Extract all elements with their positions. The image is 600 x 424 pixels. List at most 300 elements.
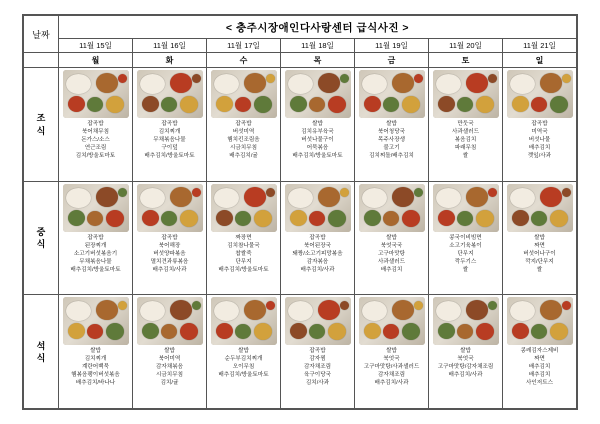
meal-cell-dinner-fri	[355, 295, 429, 409]
tray-dish-2	[512, 210, 529, 226]
tray-dish-3	[457, 324, 473, 339]
menu-item-line: 파래무침	[454, 145, 477, 152]
menu-table-body	[24, 16, 577, 409]
menu-item-line: 멸치견과류볶음	[150, 258, 189, 265]
tray-dish-2	[364, 210, 381, 226]
tray-dish-1	[318, 73, 340, 93]
tray-photo-lunch-mon	[63, 184, 129, 232]
menu-item-line: 북어해장	[158, 242, 181, 249]
tray-dish-5	[266, 74, 275, 83]
menu-item-line: 쌀	[462, 266, 469, 273]
menu-item-line: 버섯양파볶음	[153, 250, 186, 257]
tray-dish-2	[290, 96, 307, 112]
tray-dish-4	[180, 210, 198, 227]
tray-photo-lunch-fri	[359, 184, 425, 232]
tray-dish-3	[309, 211, 325, 226]
tray-dish-5	[192, 301, 201, 310]
tray-dish-1	[96, 73, 118, 93]
menu-item-line: 배추김치/방울토마토	[70, 266, 121, 273]
menu-item-line: 소고기육볶이	[449, 242, 482, 249]
menu-item-line: 육구이당국	[303, 372, 332, 379]
menu-item-line: 무채볶음나물	[153, 137, 186, 144]
tray-photo-breakfast-sat	[433, 70, 499, 118]
menu-item-line: 김치유부육국	[301, 129, 334, 136]
meal-cell-dinner-sat	[429, 295, 503, 409]
menu-item-line: 고구마맛탕/감자채조림	[437, 364, 494, 371]
dayofweek-4: 금	[355, 53, 429, 68]
menu-item-line: 깻잎/사과	[527, 152, 552, 159]
tray-dish-5	[414, 74, 423, 83]
tray-dish-5	[340, 301, 349, 310]
menu-items-lunch-thu	[281, 235, 354, 275]
tray-photo-dinner-sat	[433, 297, 499, 345]
tray-dish-3	[161, 211, 177, 226]
tray-dish-4	[328, 96, 346, 113]
tray-dish-2	[216, 323, 233, 339]
menu-item-line: 오이무침	[232, 364, 255, 371]
meal-cell-breakfast-sat	[429, 68, 503, 182]
menu-item-line: 순두부김치찌개	[224, 356, 263, 363]
tray-dish-1	[244, 73, 266, 93]
tray-dish-3	[87, 97, 103, 112]
menu-items-dinner-sat	[429, 348, 502, 380]
tray-dish-0	[288, 301, 313, 321]
menu-item-line: 김치/귤	[160, 380, 179, 387]
menu-items-lunch-mon	[59, 235, 132, 275]
tray-dish-0	[436, 188, 461, 208]
tray-dish-4	[550, 323, 568, 340]
tray-dish-2	[364, 323, 381, 339]
menu-item-line: 북엇국	[383, 356, 400, 363]
menu-item-line: 버섯나물	[528, 137, 551, 144]
tray-dish-2	[512, 323, 529, 339]
meal-label-lunch-char-1: 식	[36, 239, 46, 250]
tray-dish-2	[68, 96, 85, 112]
meal-label-breakfast-char-1: 식	[36, 125, 46, 136]
tray-dish-5	[488, 188, 497, 197]
menu-item-line: 배추김치/방울토마토	[292, 152, 343, 159]
menu-item-line: 햄볶음팽이버섯볶음	[71, 372, 120, 379]
menu-item-line: 감자채조림	[303, 364, 332, 371]
tray-dish-4	[180, 323, 198, 340]
menu-item-line: 쌀밥	[386, 234, 397, 241]
meal-cell-dinner-mon	[59, 295, 133, 409]
tray-dish-1	[540, 187, 562, 207]
tray-dish-2	[364, 96, 381, 112]
menu-item-line: 쌀밥	[312, 121, 323, 128]
tray-dish-1	[318, 300, 340, 320]
tray-dish-4	[328, 210, 346, 227]
tray-dish-4	[402, 323, 420, 340]
tray-dish-0	[288, 74, 313, 94]
menu-items-dinner-thu	[281, 348, 354, 388]
tray-dish-3	[457, 97, 473, 112]
menu-item-line: 김치찌돌/배추김치	[369, 152, 414, 159]
tray-photo-breakfast-thu	[285, 70, 351, 118]
tray-dish-0	[140, 74, 165, 94]
menu-items-lunch-sun	[503, 235, 576, 275]
menu-item-line: 쌀밥	[164, 348, 175, 355]
menu-item-line: 연근조림	[84, 145, 107, 152]
tray-dish-4	[476, 210, 494, 227]
tray-dish-1	[466, 187, 488, 207]
meal-label-dinner-char-1: 식	[36, 352, 46, 363]
menu-items-breakfast-sun	[503, 121, 576, 161]
tray-dish-0	[214, 188, 239, 208]
menu-items-lunch-wed	[207, 235, 280, 275]
tray-photo-dinner-fri	[359, 297, 425, 345]
menu-item-line: 잡곡밥	[309, 348, 326, 355]
tray-dish-5	[562, 301, 571, 310]
tray-dish-3	[87, 324, 103, 339]
tray-dish-5	[340, 188, 349, 197]
tray-dish-3	[531, 97, 547, 112]
menu-items-dinner-wed	[207, 348, 280, 380]
meal-label-dinner	[24, 295, 59, 409]
tray-photo-breakfast-fri	[359, 70, 425, 118]
tray-photo-breakfast-mon	[63, 70, 129, 118]
menu-items-dinner-mon	[59, 348, 132, 388]
tray-dish-4	[254, 210, 272, 227]
tray-dish-3	[531, 211, 547, 226]
menu-item-line: 잡곡밥	[309, 234, 326, 241]
tray-dish-0	[140, 188, 165, 208]
menu-item-line: 김치/사과	[305, 380, 330, 387]
menu-item-line: 쌀밥	[460, 348, 471, 355]
tray-dish-4	[254, 96, 272, 113]
tray-photo-lunch-thu	[285, 184, 351, 232]
tray-dish-5	[118, 74, 127, 83]
menu-item-line: 콩국이비빔면	[449, 234, 482, 241]
date-header-6: 11월 21일	[503, 39, 577, 53]
tray-dish-2	[438, 96, 455, 112]
menu-item-line: 쌀밥	[386, 348, 397, 355]
meal-cell-breakfast-thu	[281, 68, 355, 182]
meal-cell-dinner-tue	[133, 295, 207, 409]
menu-item-line: 버섯미역	[232, 129, 255, 136]
menu-item-line: 짜면	[534, 356, 545, 363]
tray-dish-3	[309, 97, 325, 112]
menu-item-line: 버섯어나구이	[523, 250, 556, 257]
menu-items-breakfast-thu	[281, 121, 354, 161]
menu-items-breakfast-fri	[355, 121, 428, 161]
menu-item-line: 쌀	[462, 152, 469, 159]
menu-items-breakfast-tue	[133, 121, 206, 161]
tray-dish-0	[510, 188, 535, 208]
menu-item-line: 북엇국	[457, 356, 474, 363]
tray-dish-0	[66, 74, 91, 94]
menu-items-lunch-sat	[429, 235, 502, 275]
menu-items-dinner-tue	[133, 348, 206, 388]
tray-dish-3	[309, 324, 325, 339]
menu-item-line: 쌀밥	[386, 121, 397, 128]
tray-dish-1	[318, 187, 340, 207]
tray-dish-1	[96, 187, 118, 207]
menu-item-line: 배추김치/바나나	[75, 380, 116, 387]
menu-sheet	[22, 14, 578, 410]
tray-dish-0	[66, 301, 91, 321]
meal-cell-breakfast-sun	[503, 68, 577, 182]
tray-dish-4	[476, 96, 494, 113]
tray-dish-3	[235, 97, 251, 112]
tray-dish-2	[216, 210, 233, 226]
tray-dish-3	[457, 211, 473, 226]
tray-photo-breakfast-sun	[507, 70, 573, 118]
menu-item-line: 깍지/단무지	[525, 258, 554, 265]
menu-item-line: 북어된장국	[303, 242, 332, 249]
tray-dish-0	[140, 301, 165, 321]
menu-item-line: 고구마맛탕	[377, 250, 406, 257]
menu-item-line: 미역국	[531, 129, 548, 136]
tray-dish-5	[266, 301, 275, 310]
tray-dish-4	[106, 210, 124, 227]
meal-cell-breakfast-wed	[207, 68, 281, 182]
tray-dish-2	[68, 323, 85, 339]
meal-cell-lunch-thu	[281, 181, 355, 295]
tray-dish-1	[96, 300, 118, 320]
menu-item-line: 배추김치/사과	[152, 266, 187, 273]
menu-item-line: 배추김치/귤	[229, 152, 258, 159]
tray-dish-5	[562, 74, 571, 83]
menu-item-line: 잡곡밥	[531, 121, 548, 128]
meal-label-lunch	[24, 181, 59, 295]
menu-item-line: 북어청당국	[377, 129, 406, 136]
dayofweek-0: 월	[59, 53, 133, 68]
meal-cell-lunch-wed	[207, 181, 281, 295]
menu-item-line: 감자볶음	[306, 258, 329, 265]
tray-dish-1	[466, 300, 488, 320]
menu-items-dinner-sun	[503, 348, 576, 388]
tray-dish-1	[244, 187, 266, 207]
menu-item-line: 시금치무침	[155, 372, 184, 379]
tray-dish-2	[290, 210, 307, 226]
meal-cell-breakfast-fri	[355, 68, 429, 182]
tray-photo-lunch-sat	[433, 184, 499, 232]
tray-photo-lunch-wed	[211, 184, 277, 232]
tray-dish-4	[550, 210, 568, 227]
menu-item-line: 김치찌개	[158, 129, 181, 136]
tray-dish-3	[161, 324, 177, 339]
tray-dish-3	[383, 97, 399, 112]
tray-dish-1	[392, 73, 414, 93]
menu-item-line: 감자채볶음	[155, 364, 184, 371]
menu-item-line: 찹쌀죽	[235, 250, 252, 257]
meal-cell-dinner-sun	[503, 295, 577, 409]
meal-cell-lunch-sun	[503, 181, 577, 295]
menu-item-line: 사과샐러드	[451, 129, 480, 136]
menu-item-line: 감자채조림	[377, 372, 406, 379]
menu-item-line: 볶음김치	[454, 137, 477, 144]
tray-dish-1	[540, 300, 562, 320]
menu-item-line: 김치/방울토마토	[75, 152, 116, 159]
date-header-0: 11월 15일	[59, 39, 133, 53]
meal-cell-lunch-tue	[133, 181, 207, 295]
menu-item-line: 김치찌개	[84, 356, 107, 363]
menu-items-breakfast-mon	[59, 121, 132, 161]
menu-item-line: 소고기버섯볶음기	[73, 250, 118, 257]
tray-dish-5	[266, 188, 275, 197]
meal-cell-lunch-fri	[355, 181, 429, 295]
menu-item-line: 잡곡밥	[235, 121, 252, 128]
menu-item-line: 단무지	[457, 250, 474, 257]
menu-item-line: 배추김치/방울토마토	[218, 266, 269, 273]
dayofweek-3: 목	[281, 53, 355, 68]
menu-item-line: 잡곡밥	[161, 121, 178, 128]
menu-item-line: 쌀밥	[238, 348, 249, 355]
menu-item-line: 배추김치	[528, 372, 551, 379]
menu-items-breakfast-wed	[207, 121, 280, 161]
menu-item-line: 고구마맛탕/사과샐러드	[363, 364, 420, 371]
menu-table	[23, 15, 577, 409]
menu-item-line: 북엇국국	[380, 242, 403, 249]
tray-dish-0	[362, 74, 387, 94]
tray-photo-lunch-sun	[507, 184, 573, 232]
menu-item-line: 돼짱/소고기피망볶음	[292, 250, 343, 257]
tray-photo-dinner-wed	[211, 297, 277, 345]
dayofweek-1: 화	[133, 53, 207, 68]
tray-dish-4	[402, 210, 420, 227]
tray-dish-5	[340, 74, 349, 83]
menu-items-breakfast-sat	[429, 121, 502, 161]
tray-dish-0	[362, 188, 387, 208]
tray-photo-dinner-tue	[137, 297, 203, 345]
tray-dish-4	[550, 96, 568, 113]
menu-item-line: 짜장면	[235, 234, 252, 241]
menu-item-line: 잡곡밥	[87, 121, 104, 128]
menu-item-line: 배추김치/방울토마토	[144, 152, 195, 159]
tray-dish-5	[562, 188, 571, 197]
tray-dish-4	[402, 96, 420, 113]
menu-item-line: 잡곡밥	[161, 234, 178, 241]
meal-cell-lunch-mon	[59, 181, 133, 295]
tray-dish-2	[290, 323, 307, 339]
tray-dish-0	[436, 74, 461, 94]
tray-dish-4	[180, 96, 198, 113]
tray-dish-0	[362, 301, 387, 321]
menu-item-line: 배추김치/사과	[374, 380, 409, 387]
tray-dish-3	[235, 324, 251, 339]
tray-dish-1	[244, 300, 266, 320]
meal-row-breakfast	[24, 68, 577, 182]
dayofweek-6: 일	[503, 53, 577, 68]
dayofweek-2: 수	[207, 53, 281, 68]
corner-date-label: 날짜	[24, 16, 59, 53]
tray-dish-1	[466, 73, 488, 93]
menu-items-lunch-tue	[133, 235, 206, 275]
tray-dish-3	[531, 324, 547, 339]
tray-photo-lunch-tue	[137, 184, 203, 232]
tray-dish-4	[254, 323, 272, 340]
menu-item-line: 배추김치/방울토마토	[218, 372, 269, 379]
date-header-5: 11월 20일	[429, 39, 503, 53]
dayofweek-row	[24, 53, 577, 68]
menu-item-line: 버섯나물구이	[301, 137, 334, 144]
menu-item-line: 어묵볶음	[306, 145, 329, 152]
tray-dish-5	[192, 188, 201, 197]
meal-label-dinner-char-0: 석	[36, 340, 46, 351]
menu-item-line: 감자찜	[309, 356, 326, 363]
menu-item-line: 구이덮	[161, 145, 178, 152]
menu-item-line: 배추김치	[528, 364, 551, 371]
meal-label-lunch-char-0: 중	[36, 226, 46, 237]
menu-item-line: 배추김치	[528, 145, 551, 152]
tray-dish-1	[392, 300, 414, 320]
tray-dish-5	[488, 74, 497, 83]
tray-dish-2	[438, 323, 455, 339]
menu-item-line: 계란어백묵	[81, 364, 110, 371]
menu-item-line: 배추김치/사과	[448, 372, 483, 379]
date-header-4: 11월 19일	[355, 39, 429, 53]
menu-item-line: 목주사장생	[377, 137, 406, 144]
tray-photo-dinner-mon	[63, 297, 129, 345]
tray-dish-5	[118, 301, 127, 310]
tray-photo-dinner-thu	[285, 297, 351, 345]
tray-photo-dinner-sun	[507, 297, 573, 345]
tray-dish-5	[118, 188, 127, 197]
tray-dish-5	[192, 74, 201, 83]
date-header-row	[24, 39, 577, 53]
tray-dish-0	[66, 188, 91, 208]
tray-dish-0	[288, 188, 313, 208]
menu-item-line: 단무지	[235, 258, 252, 265]
tray-dish-2	[216, 96, 233, 112]
tray-dish-0	[214, 74, 239, 94]
tray-dish-5	[414, 188, 423, 197]
meal-cell-dinner-thu	[281, 295, 355, 409]
meal-cell-breakfast-tue	[133, 68, 207, 182]
menu-item-line: 햄치킨조림음	[227, 137, 260, 144]
document-title: < 충주시장애인다사랑센터 급식사진 >	[59, 16, 577, 39]
tray-dish-4	[106, 323, 124, 340]
menu-item-line: 무채볶음나물	[79, 258, 112, 265]
menu-item-line: 시금치무침	[229, 145, 258, 152]
tray-dish-4	[106, 96, 124, 113]
meal-row-lunch	[24, 181, 577, 295]
tray-dish-3	[383, 324, 399, 339]
dayofweek-5: 토	[429, 53, 503, 68]
date-header-1: 11월 16일	[133, 39, 207, 53]
tray-dish-1	[170, 73, 192, 93]
date-header-2: 11월 17일	[207, 39, 281, 53]
menu-item-line: 사인저트스	[525, 380, 554, 387]
tray-dish-2	[142, 96, 159, 112]
tray-dish-0	[510, 301, 535, 321]
meal-label-breakfast-char-0: 조	[36, 113, 46, 124]
tray-dish-0	[436, 301, 461, 321]
meal-cell-lunch-sat	[429, 181, 503, 295]
tray-photo-breakfast-tue	[137, 70, 203, 118]
menu-items-lunch-fri	[355, 235, 428, 275]
menu-item-line: 사과샐러드	[377, 258, 406, 265]
menu-items-dinner-fri	[355, 348, 428, 388]
tray-dish-4	[476, 323, 494, 340]
tray-dish-5	[488, 301, 497, 310]
tray-photo-breakfast-wed	[211, 70, 277, 118]
menu-item-line: 깍두기스	[454, 258, 477, 265]
meal-cell-dinner-wed	[207, 295, 281, 409]
tray-dish-5	[414, 301, 423, 310]
tray-dish-2	[142, 210, 159, 226]
tray-dish-3	[383, 211, 399, 226]
menu-item-line: 콩레김자스제비	[520, 348, 559, 355]
tray-dish-3	[235, 211, 251, 226]
menu-item-line: 만둣국	[457, 121, 474, 128]
tray-dish-0	[510, 74, 535, 94]
tray-dish-1	[392, 187, 414, 207]
tray-dish-3	[87, 211, 103, 226]
tray-dish-1	[170, 300, 192, 320]
menu-item-line: 쌀밥	[534, 234, 545, 241]
